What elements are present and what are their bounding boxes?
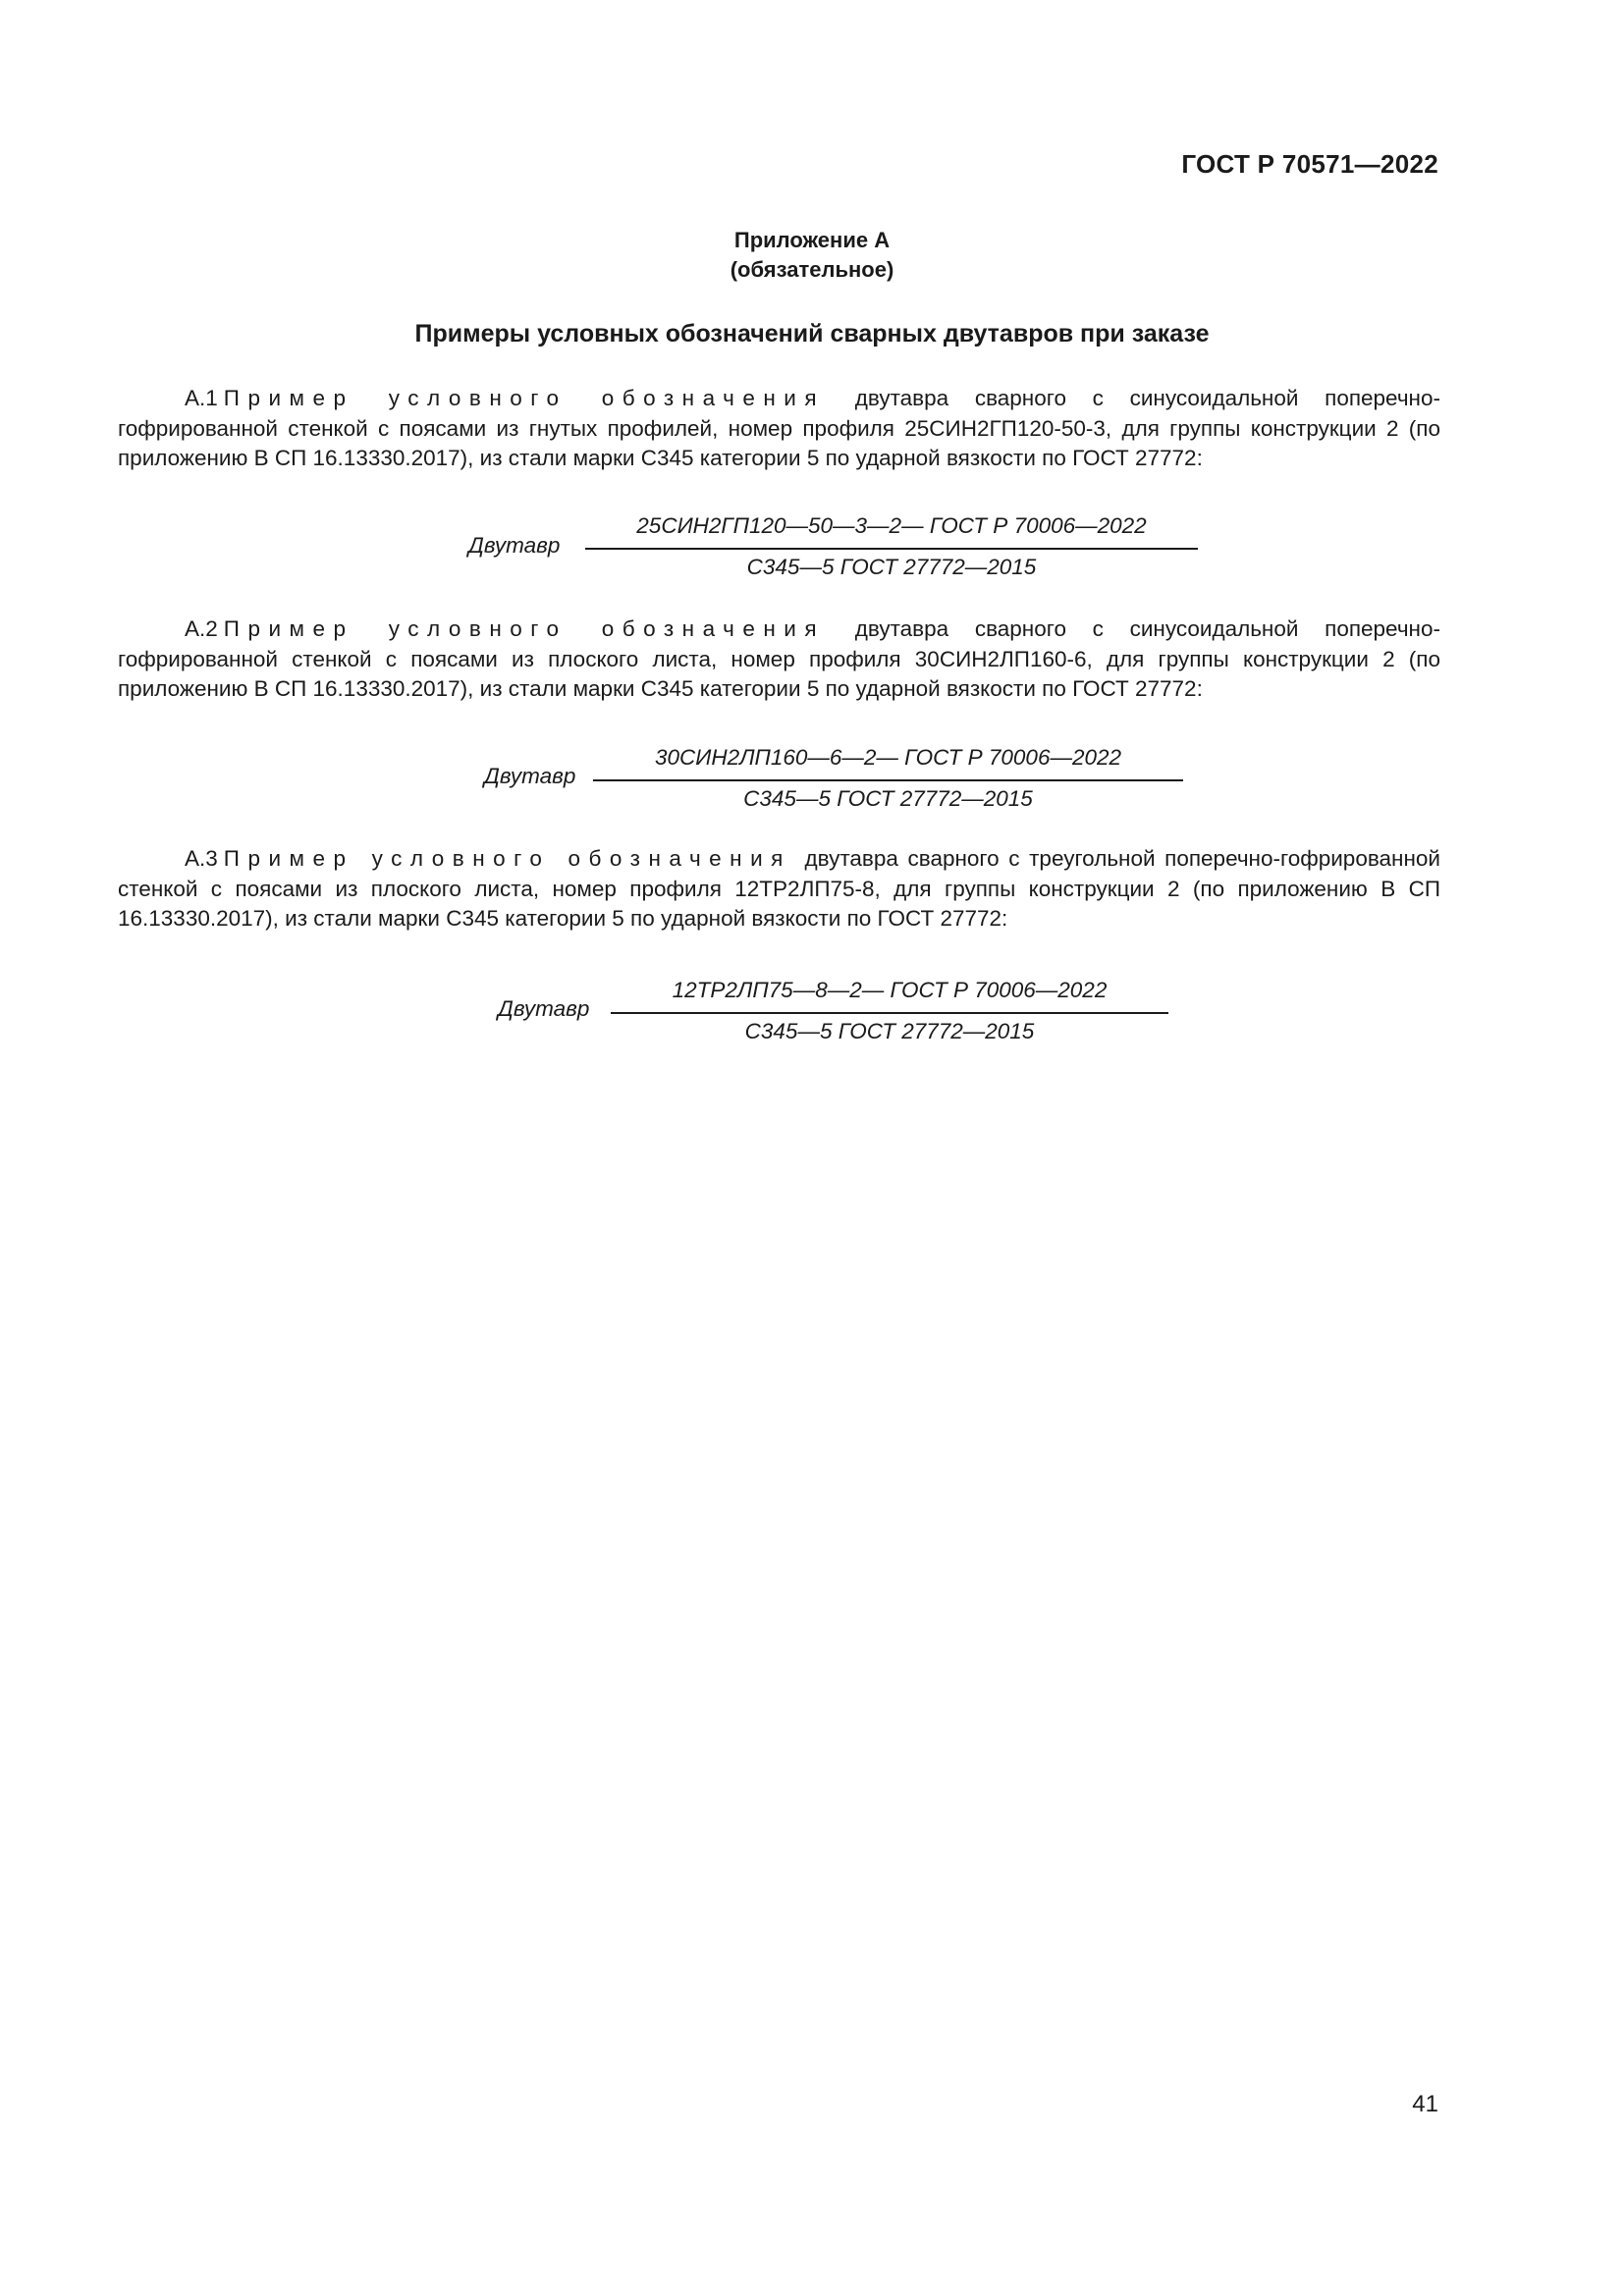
example-spaced-lead: Пример условного обозначения <box>223 846 791 871</box>
fraction-line <box>585 513 1198 579</box>
example-paragraph-a1 <box>118 384 1440 474</box>
formula-label: Двутавр <box>498 996 590 1021</box>
formula-denominator: С345—5 ГОСТ 27772—2015 <box>743 786 1033 811</box>
section-title: Примеры условных обозначений сварных двутавров при заказе <box>414 320 1210 347</box>
example-spaced-lead: Пример условного обозначения <box>223 616 826 641</box>
formula-numerator: 12ТР2ЛП75—8—2— ГОСТ Р 70006—2022 <box>672 978 1108 1002</box>
example-number: А.2 <box>185 616 218 641</box>
appendix-heading <box>0 226 1624 285</box>
appendix-title: Приложение А <box>733 228 891 252</box>
example-paragraph-a2 <box>118 614 1440 705</box>
formula-label: Двутавр <box>468 533 561 558</box>
formula-denominator: С345—5 ГОСТ 27772—2015 <box>744 1019 1035 1043</box>
formula-label: Двутавр <box>484 764 576 788</box>
formula-numerator: 30СИН2ЛП160—6—2— ГОСТ Р 70006—2022 <box>654 745 1122 770</box>
fraction-line <box>593 745 1183 811</box>
example-number: А.3 <box>185 846 218 871</box>
formula-denominator: С345—5 ГОСТ 27772—2015 <box>746 555 1037 579</box>
example-spaced-lead: Пример условного обозначения <box>223 386 826 410</box>
page-number: 41 <box>1412 2091 1438 2117</box>
formula-numerator: 25СИН2ГП120—50—3—2— ГОСТ Р 70006—2022 <box>636 513 1147 538</box>
appendix-status: (обязательное) <box>730 257 894 282</box>
example-text: двутавра сварного с треугольной поперечно-гофрированной стенкой с поясами из плоского листа, номер профиля 12ТР2ЛП75-8, для группы конструкции 2 (по приложению В СП 16.13330.2017), из стали марки С345 категории 5 по ударной вязкости по ГОСТ 27772: <box>118 846 1440 931</box>
example-text: двутавра сварного с синусоидальной поперечно-гофрированной стенкой с поясами из плоского листа, номер профиля 30СИН2ЛП160-6, для группы конструкции 2 (по приложению В СП 16.13330.2017), из стали марки С345 категории 5 по ударной вязкости по ГОСТ 27772: <box>118 616 1440 701</box>
example-text: двутавра сварного с синусоидальной поперечно-гофрированной стенкой с поясами из гнутых профилей, номер профиля 25СИН2ГП120-50-3, для группы конструкции 2 (по приложению В СП 16.13330.2017), из стали марки С345 категории 5 по ударной вязкости по ГОСТ 27772: <box>118 386 1440 470</box>
example-paragraph-a3 <box>118 844 1440 934</box>
document-code: ГОСТ Р 70571—2022 <box>1181 149 1438 179</box>
example-number: А.1 <box>185 386 218 410</box>
fraction-line <box>611 978 1168 1043</box>
